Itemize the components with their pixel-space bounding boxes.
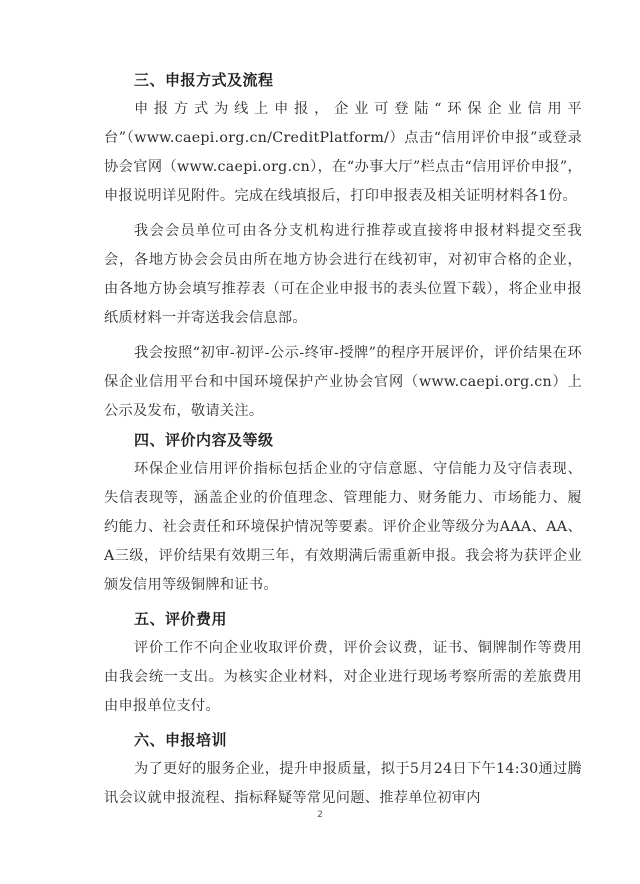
paragraph-evaluation-fees: 评价工作不向企业收取评价费，评价会议费，证书、铜牌制作等费用由我会统一支出。为核实企业材料，对企业进行现场考察所需的差旅费用由申报单位支付。 — [104, 640, 582, 714]
section-heading-evaluation-fees: 五、评价费用 — [134, 610, 228, 628]
document-body — [104, 66, 582, 813]
paragraph-evaluation-procedure: 我会按照“初审-初评-公示-终审-授牌”的程序开展评价，评价结果在环保企业信用平台和中国环境保护产业协会官网（www.caepi.org.cn）上公示及发布，敬请关注。 — [104, 345, 582, 419]
section-heading-evaluation-content: 四、评价内容及等级 — [134, 431, 274, 449]
paragraph-training: 为了更好的服务企业，提升申报质量，拟于5月24日下午14:30通过腾讯会议就申报流程、指标释疑等常见问题、推荐单位初审内 — [104, 761, 582, 806]
paragraph-member-recommendation: 我会会员单位可由各分支机构进行推荐或直接将申报材料提交至我会，各地方协会会员由所在地方协会进行在线初审，对初审合格的企业，由各地方协会填写推荐表（可在企业申报书的表头位置下载），将企业申报纸质材料一并寄送我会信息部。 — [104, 223, 582, 326]
section-heading-training: 六、申报培训 — [134, 731, 228, 749]
paragraph-evaluation-content: 环保企业信用评价指标包括企业的守信意愿、守信能力及守信表现、失信表现等，涵盖企业的价值理念、管理能力、财务能力、市场能力、履约能力、社会责任和环境保护情况等要素。评价企业等级分为AAA、AA、A三级，评价结果有效期三年，有效期满后需重新申报。我会将为获评企业颁发信用等级铜牌和证书。 — [104, 461, 582, 593]
page-number: 2 — [317, 810, 323, 820]
paragraph-application-method: 申报方式为线上申报，企业可登陆“环保企业信用平台”（www.caepi.org.cn/CreditPlatform/）点击“信用评价申报”或登录协会官网（www.caepi.org.cn），在“办事大厅”栏点击“信用评价申报”，申报说明详见附件。完成在线填报后，打印申报表及相关证明材料各1份。 — [104, 101, 582, 204]
section-heading-application-method: 三、申报方式及流程 — [134, 71, 274, 89]
